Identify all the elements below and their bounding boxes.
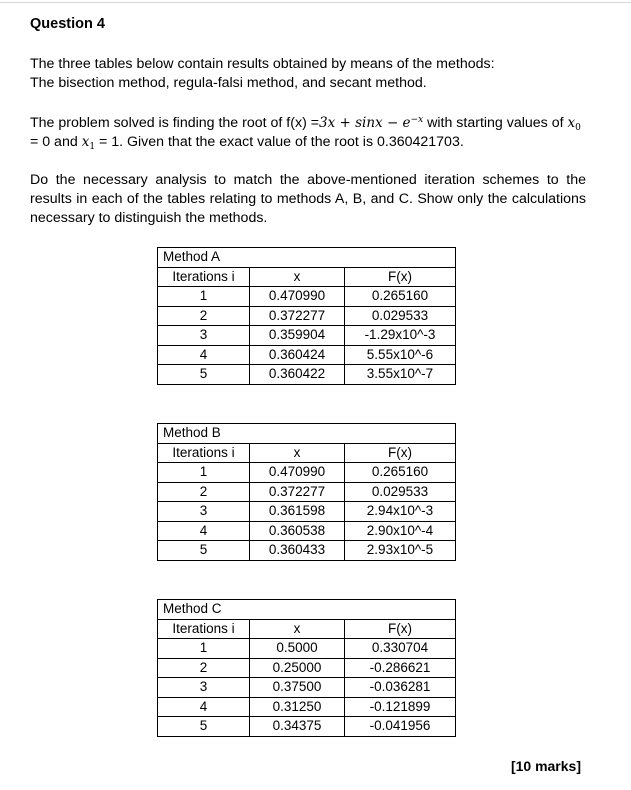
table-header-cell: Iterations i: [158, 443, 250, 463]
table-row: [158, 639, 456, 659]
table-row: [158, 463, 456, 483]
table-cell: 2: [158, 306, 250, 326]
problem-text-c: = 0 and: [30, 134, 82, 150]
problem-paragraph: [30, 114, 586, 152]
table-cell: 0.360538: [250, 521, 345, 541]
problem-text-b: with starting values of: [423, 115, 568, 131]
problem-text-d: = 1. Given that the exact value of the root is 0.360421703.: [95, 134, 464, 150]
table-cell: 4: [158, 345, 250, 365]
table-header-cell: Iterations i: [158, 619, 250, 639]
intro-line-2: The bisection method, regula-falsi method, and secant method.: [30, 75, 427, 91]
table-row: [158, 658, 456, 678]
table-cell: 0.25000: [250, 658, 345, 678]
table-cell: 3: [158, 326, 250, 346]
table-cell: 0.31250: [250, 697, 345, 717]
marks-label: [10 marks]: [510, 758, 581, 774]
table-header-cell: F(x): [345, 267, 456, 287]
table-caption-blank: [250, 248, 345, 268]
table-row: [158, 306, 456, 326]
table-row: [158, 326, 456, 346]
table-cell: 0.265160: [345, 463, 456, 483]
table-cell: 4: [158, 697, 250, 717]
table-cell: 1: [158, 287, 250, 307]
table-cell: 0.360422: [250, 365, 345, 385]
table-row: [158, 678, 456, 698]
question-title: Question 4: [30, 16, 105, 32]
table-cell: -0.121899: [345, 697, 456, 717]
table-row: [158, 482, 456, 502]
table-cell: 0.359904: [250, 326, 345, 346]
table-header-cell: Iterations i: [158, 267, 250, 287]
table-cell: 3: [158, 502, 250, 522]
table-cell: 0.372277: [250, 306, 345, 326]
table-cell: 0.330704: [345, 639, 456, 659]
table-caption: Method C: [158, 600, 250, 620]
table-header-cell: x: [250, 619, 345, 639]
table-header-row: [158, 619, 456, 639]
table-cell: -0.036281: [345, 678, 456, 698]
table-cell: 0.361598: [250, 502, 345, 522]
table-cell: 0.37500: [250, 678, 345, 698]
table-caption-row: [158, 424, 456, 444]
table-row: [158, 717, 456, 737]
table-cell: 1: [158, 463, 250, 483]
table-cell: 5.55x10^-6: [345, 345, 456, 365]
table-cell: 0.029533: [345, 306, 456, 326]
table-caption-blank: [345, 248, 456, 268]
table-caption-row: [158, 600, 456, 620]
table-cell: 2.94x10^-3: [345, 502, 456, 522]
table-cell: 3: [158, 678, 250, 698]
table-cell: 0.265160: [345, 287, 456, 307]
table-cell: 2: [158, 658, 250, 678]
table-cell: 0.470990: [250, 463, 345, 483]
table-header-cell: x: [250, 443, 345, 463]
table-caption-row: [158, 248, 456, 268]
table-header-row: [158, 443, 456, 463]
instruction-paragraph: Do the necessary analysis to match the above-mentioned iteration schemes to the results in each of the tables relating to methods A, B, and C. Show only the calculations necessary to distinguish the methods.: [30, 172, 586, 226]
intro-line-1: The three tables below contain results obtained by means of the methods:: [30, 56, 495, 72]
table-header-row: [158, 267, 456, 287]
function-equation: $3x + \sin x - e^{-x}$: [319, 115, 424, 131]
table-header-cell: F(x): [345, 619, 456, 639]
table-row: [158, 287, 456, 307]
problem-text-a: The problem solved is finding the root of f(x) =: [30, 115, 320, 131]
table-cell: -0.286621: [345, 658, 456, 678]
method-c-table: [157, 599, 456, 737]
method-b-table: [157, 423, 456, 561]
table-row: [158, 521, 456, 541]
table-header-cell: x: [250, 267, 345, 287]
table-cell: 0.470990: [250, 287, 345, 307]
table-cell: -1.29x10^-3: [345, 326, 456, 346]
table-cell: 5: [158, 365, 250, 385]
table-row: [158, 365, 456, 385]
table-header-cell: F(x): [345, 443, 456, 463]
table-cell: 0.34375: [250, 717, 345, 737]
table-row: [158, 541, 456, 561]
table-cell: 0.5000: [250, 639, 345, 659]
table-cell: 2: [158, 482, 250, 502]
table-row: [158, 345, 456, 365]
table-cell: 0.029533: [345, 482, 456, 502]
table-cell: 0.360424: [250, 345, 345, 365]
page-top-rule: [0, 2, 631, 3]
x1-symbol: $x_1$: [81, 134, 96, 152]
table-caption: Method B: [158, 424, 250, 444]
table-caption: Method A: [158, 248, 250, 268]
table-caption-blank: [345, 424, 456, 444]
table-caption-blank: [250, 424, 345, 444]
x0-symbol: $x_0$: [567, 115, 581, 133]
table-cell: 1: [158, 639, 250, 659]
table-cell: 5: [158, 541, 250, 561]
table-cell: 2.93x10^-5: [345, 541, 456, 561]
table-cell: 0.360433: [250, 541, 345, 561]
table-cell: 0.372277: [250, 482, 345, 502]
table-row: [158, 502, 456, 522]
table-row: [158, 697, 456, 717]
intro-paragraph: [30, 55, 586, 93]
table-caption-blank: [250, 600, 345, 620]
table-caption-blank: [345, 600, 456, 620]
table-cell: -0.041956: [345, 717, 456, 737]
table-cell: 2.90x10^-4: [345, 521, 456, 541]
method-a-table: [157, 247, 456, 385]
table-cell: 4: [158, 521, 250, 541]
table-cell: 3.55x10^-7: [345, 365, 456, 385]
table-cell: 5: [158, 717, 250, 737]
